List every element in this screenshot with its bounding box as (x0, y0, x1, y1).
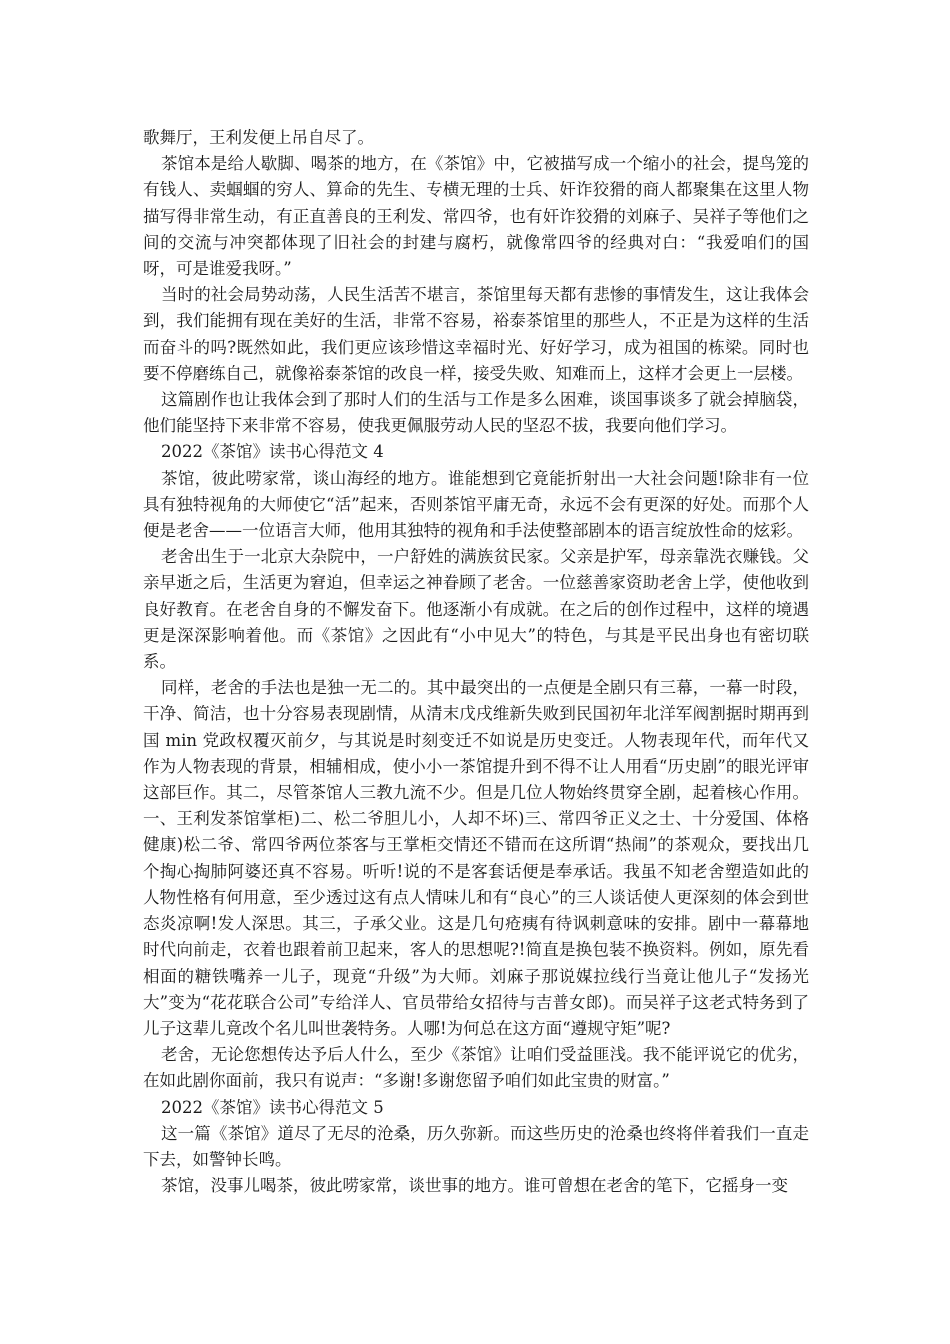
body-paragraph: 同样，老舍的手法也是独一无二的。其中最突出的一点便是全剧只有三幕，一幕一时段，干净、简洁，也十分容易表现剧情，从清末戊戌维新失败到民国初年北洋军阀割据时期再到国 min 党政权覆灭前夕，与其说是时刻变迁不如说是历史变迁。人物表现年代，而年代又作为人物表现的背景，相辅相成，使小小一茶馆提升到不得不让人用看“历史剧”的眼光评审这部巨作。其二，尽管茶馆人三教九流不少。但是几位人物始终贯穿全剧，起着核心作用。一、王利发茶馆掌柜)二、松二爷胆儿小，人却不坏)三、常四爷正义之士、十分爱国、体格健康)松二爷、常四爷两位茶客与王掌柜交情还不错而在这所谓“热闹”的茶观众，要找出几个掏心掏肺阿婆还真不容易。听听!说的不是客套话便是奉承话。我虽不知老舍塑造如此的人物性格有何用意，至少透过这有点人情味儿和有“良心”的三人谈话使人更深刻的体会到世态炎凉啊!发人深思。其三，子承父业。这是几句疮痍有待讽刺意味的安排。剧中一幕幕地时代向前走，衣着也跟着前卫起来，客人的思想呢?!简直是换包装不换资料。例如，原先看相面的糖铁嘴养一儿子，现竟“升级”为大师。刘麻子那说媒拉线行当竟让他儿子“发扬光大”变为“花花联合公司”专给洋人、官员带给女招待与吉普女郎)。而吴祥子这老式特务到了儿子这辈儿竟改个名儿叫世袭特务。人哪!为何总在这方面“遵规守矩”呢? (143, 678, 809, 1038)
body-paragraph: 茶馆本是给人歇脚、喝茶的地方，在《茶馆》中，它被描写成一个缩小的社会，提鸟笼的有钱人、卖蝈蝈的穷人、算命的先生、专横无理的士兵、奸诈狡猾的商人都聚集在这里人物描写得非常生动，有正直善良的王利发、常四爷，也有奸诈狡猾的刘麻子、吴祥子等他们之间的交流与冲突都体现了旧社会的封建与腐朽，就像常四爷的经典对白：“我爱咱们的国呀，可是谁爱我呀。” (143, 154, 809, 279)
section-heading: 2022《茶馆》读书心得范文 5 (161, 1097, 384, 1117)
body-paragraph: 这一篇《茶馆》道尽了无尽的沧桑，历久弥新。而这些历史的沧桑也终将伴着我们一直走下去，如警钟长鸣。 (143, 1123, 809, 1169)
body-paragraph: 当时的社会局势动荡，人民生活苦不堪言，茶馆里每天都有悲惨的事情发生，这让我体会到，我们能拥有现在美好的生活，非常不容易，裕泰茶馆里的那些人，不正是为这样的生活而奋斗的吗?既然如此，我们更应该珍惜这幸福时光、好好学习，成为祖国的栋梁。同时也要不停磨练自己，就像裕泰茶馆的改良一样，接受失败、知难而上，这样才会更上一层楼。 (143, 285, 809, 383)
body-paragraph: 这篇剧作也让我体会到了那时人们的生活与工作是多么困难，谈国事谈多了就会掉脑袋，他们能坚持下来非常不容易，使我更佩服劳动人民的坚忍不拔，我要向他们学习。 (143, 390, 809, 436)
body-paragraph: 老舍，无论您想传达予后人什么，至少《茶馆》让咱们受益匪浅。我不能评说它的优劣，在如此剧你面前，我只有说声：“多谢!多谢您留予咱们如此宝贵的财富。” (143, 1045, 809, 1091)
body-paragraph: 茶馆，没事儿喝茶，彼此唠家常，谈世事的地方。谁可曾想在老舍的笔下，它摇身一变 (161, 1176, 788, 1196)
body-paragraph: 老舍出生于一北京大杂院中，一户舒姓的满族贫民家。父亲是护军，母亲靠洗衣赚钱。父亲早逝之后，生活更为窘迫，但幸运之神眷顾了老舍。一位慈善家资助老舍上学，使他收到良好教育。在老舍自身的不懈发奋下。他逐渐小有成就。在之后的创作过程中，这样的境遇更是深深影响着他。而《茶馆》之因此有“小中见大”的特色，与其是平民出身也有密切联系。 (143, 547, 809, 672)
document-page (143, 125, 809, 1199)
body-paragraph: 茶馆，彼此唠家常，谈山海经的地方。谁能想到它竟能折射出一大社会问题!除非有一位具有独特视角的大师使它“活”起来，否则茶馆平庸无奇，永远不会有更深的好处。而那个人便是老舍——一位语言大师，他用其独特的视角和手法使整部剧本的语言绽放性命的炫彩。 (143, 468, 809, 541)
body-paragraph: 歌舞厅，王利发便上吊自尽了。 (143, 128, 374, 147)
section-heading: 2022《茶馆》读书心得范文 4 (161, 442, 384, 462)
